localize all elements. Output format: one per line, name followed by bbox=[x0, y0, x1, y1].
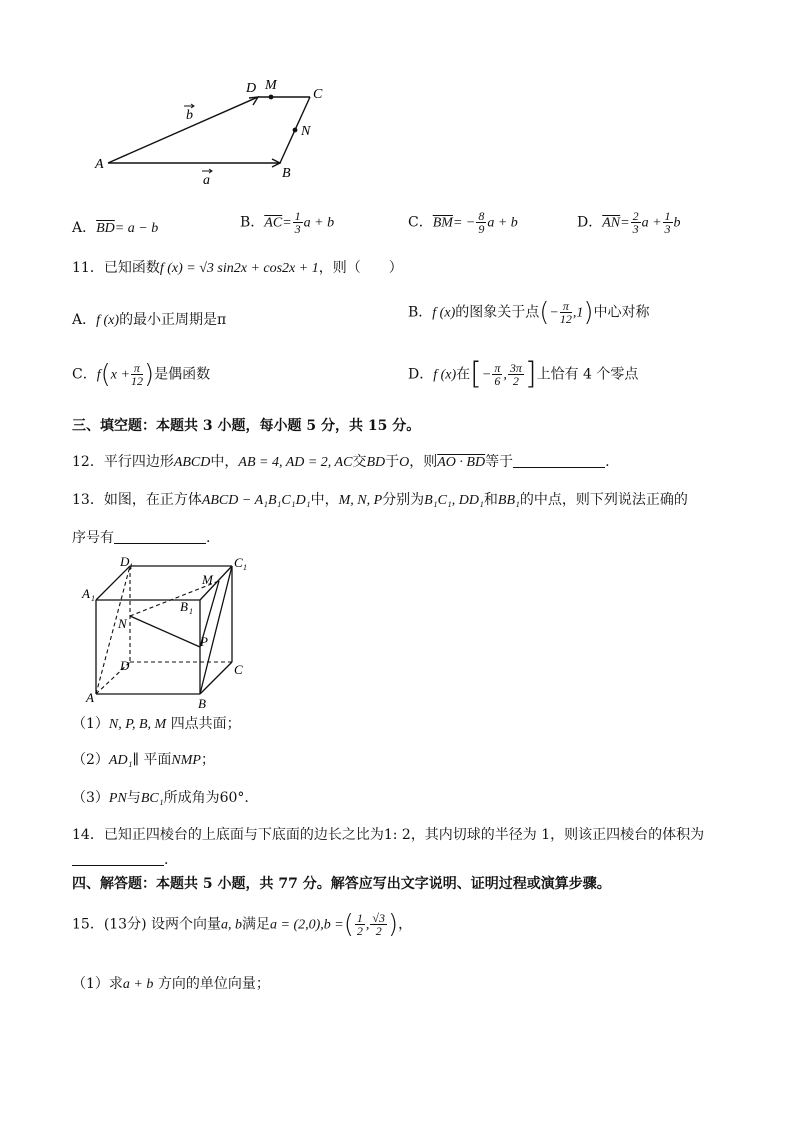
answer-blank[interactable] bbox=[114, 529, 206, 544]
q15-part-1: （1）求a + b 方向的单位向量； bbox=[72, 976, 270, 992]
label-P: P bbox=[200, 634, 208, 649]
label-D: D bbox=[246, 81, 257, 96]
q10-option-b[interactable]: B．$\overline{AC}=$ $\frac{1}{3}$ a + b bbox=[240, 209, 335, 236]
fraction: $\frac{√3}{2}$ bbox=[372, 911, 385, 938]
q13-text: 13．如图，在正方体ABCD − A₁B₁C₁D₁中，M, N, P分别为B₁C₁, DD₁和BB₁的中点，则下列说法正确的 bbox=[72, 492, 688, 508]
label-A1: A bbox=[82, 586, 90, 601]
q14-line2: . bbox=[72, 850, 168, 870]
q15-text: 15．(13分) 设两个向量a, b满足a = (2,0),b =( $\frac{1}{2}$ , $\frac{√3}{2}$ )， bbox=[72, 909, 413, 940]
fraction: $\frac{2}{3}$ bbox=[632, 209, 639, 236]
label-D: D bbox=[120, 658, 130, 673]
label-M: M bbox=[265, 78, 277, 93]
label-D1: D bbox=[120, 554, 130, 569]
fraction: $\frac{\pi}{12}$ bbox=[559, 299, 572, 326]
fraction: $\frac{\pi}{6}$ bbox=[494, 361, 501, 388]
label-A: A bbox=[95, 157, 104, 172]
fraction: $\frac{1}{3}$ bbox=[664, 209, 671, 236]
edge-AD bbox=[108, 97, 258, 163]
q11-option-b[interactable]: B．f (x)的图象关于点(− $\frac{\pi}{12}$ ,1)中心对称 bbox=[408, 297, 650, 328]
q10-option-c[interactable]: C．$\overline{BM}=$ − $\frac{8}{9}$ a + b bbox=[408, 209, 518, 236]
answer-blank[interactable] bbox=[513, 453, 605, 468]
label-B1: B bbox=[180, 599, 188, 614]
svg-text:1: 1 bbox=[189, 607, 193, 616]
cube-figure bbox=[80, 554, 260, 714]
label-vec-b: b bbox=[186, 108, 193, 123]
q13-statement-3: （3）PN与BC₁所成角为60°. bbox=[72, 790, 249, 806]
label-B: B bbox=[198, 696, 206, 711]
fraction: $\frac{\pi}{12}$ bbox=[130, 361, 143, 388]
point-N bbox=[293, 128, 298, 133]
svg-text:1: 1 bbox=[91, 594, 95, 603]
svg-text:1: 1 bbox=[243, 563, 247, 572]
answer-blank[interactable] bbox=[72, 851, 164, 866]
fraction: $\frac{3\pi}{2}$ bbox=[509, 361, 522, 388]
label-N: N bbox=[118, 616, 127, 631]
label-C: C bbox=[313, 87, 323, 102]
label-C1: C bbox=[234, 555, 243, 570]
q11-option-a[interactable]: A．f (x)的最小正周期是π bbox=[72, 312, 227, 328]
fraction: $\frac{8}{9}$ bbox=[478, 209, 485, 236]
q11-option-c[interactable]: C．f(x + $\frac{\pi}{12}$ )是偶函数 bbox=[72, 359, 211, 390]
label-N: N bbox=[301, 124, 311, 139]
q13-statement-2: （2）AD₁∥ 平面NMP； bbox=[72, 752, 215, 768]
section-3-heading: 三、填空题：本题共 3 小题，每小题 5 分，共 15 分。 bbox=[72, 418, 421, 434]
label-C: C bbox=[234, 662, 243, 677]
q13-line2: 序号有 . bbox=[72, 530, 211, 546]
fraction: $\frac{1}{3}$ bbox=[294, 209, 301, 236]
vector-figure bbox=[90, 74, 340, 194]
label-B: B bbox=[282, 166, 291, 181]
fraction: $\frac{1}{2}$ bbox=[356, 911, 363, 938]
svg-text:1: 1 bbox=[129, 562, 133, 571]
q11-stem: 11．已知函数f (x) = √3 sin2x + cos2x + 1，则（ ） bbox=[72, 260, 403, 276]
q11-option-d[interactable]: D．f (x)在[− $\frac{\pi}{6}$ , $\frac{3\pi}{2}$ ]上恰有 4 个零点 bbox=[408, 356, 639, 392]
q10-option-a[interactable]: A．$\overline{BD}= a - b$ bbox=[72, 220, 159, 236]
q14-text: 14．已知正四棱台的上底面与下底面的边长之比为1: 2，其内切球的半径为 1，则该正四棱台的体积为 bbox=[72, 827, 705, 843]
q13-statement-1: （1）N, P, B, M 四点共面； bbox=[72, 716, 241, 732]
label-A: A bbox=[86, 690, 94, 705]
q10-option-d[interactable]: D．$\overline{AN}=$ $\frac{2}{3}$ a + $\frac{1}{3}$ b bbox=[577, 209, 681, 236]
label-M: M bbox=[202, 572, 213, 587]
q12-text: 12．平行四边形ABCD中，AB = 4, AD = 2, AC交BD于O，则AO · BD等于 . bbox=[72, 454, 610, 470]
section-4-heading: 四、解答题：本题共 5 小题，共 77 分。解答应写出文字说明、证明过程或演算步骤。 bbox=[72, 876, 611, 892]
label-vec-a: a bbox=[203, 173, 210, 188]
point-M bbox=[269, 95, 274, 100]
